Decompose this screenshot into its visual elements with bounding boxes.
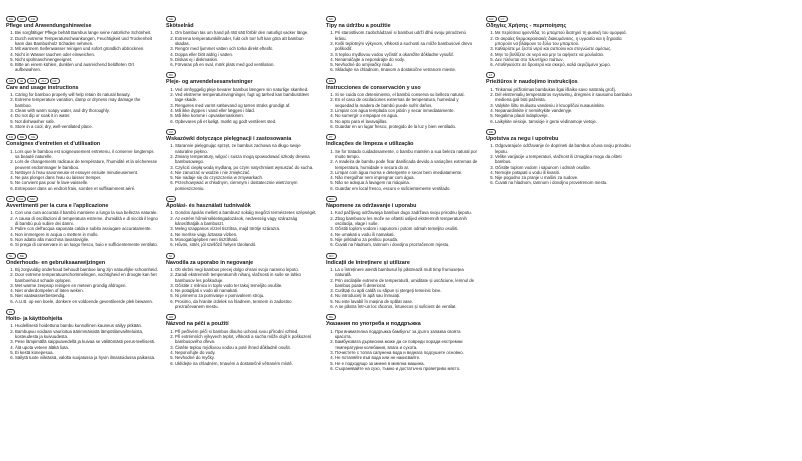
instruction-item: 6. Čuvati na hladnom, tamnom i dovoljno provetrenom mestu.: [495, 180, 638, 185]
instruction-item: 6. Si prega di conservare in un luogo fresco, buio e sufficientemente ventilato.: [15, 242, 158, 247]
instruction-item: 4. Niet onderdompelen of laten weken.: [15, 288, 158, 293]
instruction-item: 5. Not dishwasher safe.: [15, 119, 158, 124]
instruction-item: 2. Kvôli teplotným výkyvom, vlhkosti a suchosti sa môže bambusové drevo poškodiť.: [335, 41, 478, 52]
section-title: Instrucciones de conservación y uso: [326, 84, 421, 91]
country-badges: [166, 72, 318, 78]
instruction-item: 5. Nie nadaje się do czyszczenia w zmywarkach.: [175, 175, 318, 180]
instruction-item: 1. Si se cuida con detenimiento, el bambú conserva su belleza natural.: [335, 92, 478, 97]
section-title: Avvertimenti per la cura e l'applicazione: [6, 203, 109, 210]
instruction-item: 4. No sumergir o empapar en agua.: [335, 113, 478, 118]
instruction-item: 3. Clean with warm soapy water, and dry thoroughly.: [15, 108, 158, 113]
instruction-item: 2. Zaradi ekstremnih temperaturnih nihanj, vlažnosti in suše se lahko bambusov les poškoduje.: [175, 272, 318, 283]
instruction-item: 6. A.U.B. op een koele, donkere en voldoende geventileerde plek bewaren.: [15, 299, 158, 304]
section-title: Pleje- og anvendelsesanvisninger: [166, 79, 253, 86]
instruction-item: 5. Nu este lavabil în mașina de spălat vase.: [335, 299, 478, 304]
instruction-item: 1. Con una cura accurata il bambù mantiene a lungo la sua bellezza naturale.: [15, 210, 158, 215]
instruction-item: 4. Nenamáčajte a neponárajte do vody.: [335, 57, 478, 62]
instruction-section: [326, 134, 478, 191]
country-code-badge: IE: [17, 78, 26, 84]
instruction-list: [6, 92, 158, 129]
country-code-badge: AT: [17, 16, 27, 22]
instruction-item: 4. Non immergere in acqua o mettere in mollo.: [15, 232, 158, 237]
instruction-list: [326, 149, 478, 191]
instruction-item: 1. Με περίσσεια φροντίδα, το μπαμπού διατηρεί τη φυσική του ομορφιά.: [495, 30, 638, 35]
instruction-item: 5. Não se adequa à lavagem na máquina.: [335, 180, 478, 185]
country-badges: [486, 129, 638, 135]
instruction-list: [326, 267, 478, 309]
instruction-item: 6. Hűvös, sötét, jól szellőző helyen tárolandó.: [175, 242, 318, 247]
section-title: Upotstva za negu i upotrebu: [486, 135, 559, 142]
instruction-item: 1. Ved omhyggelig pleje bevarer bambus længere sin naturlige skønhed.: [175, 87, 318, 92]
instruction-item: 6. Prosimo, da hranite izdelek na hladnem, temnem in zadostno prezračevanem mestu.: [175, 299, 318, 310]
instruction-item: 4. Ne merítse vagy áztassa vízben.: [175, 232, 318, 237]
country-badges: [6, 196, 158, 202]
section-title: Názvod na péči a použití: [166, 321, 229, 328]
section-title: Οδηγίες Χρήσης - περιποίησης: [486, 23, 567, 29]
country-badges: [6, 134, 158, 140]
country-badges: [486, 72, 638, 78]
instruction-item: 5. Nije prikladno za perilicu posuđa.: [335, 237, 478, 242]
instruction-item: 6. Αποθηκεύστε σε δροσερό και σκιερό, καλά αεριζόμενο χώρο.: [495, 62, 638, 67]
country-badges: [166, 196, 318, 202]
instruction-item: 2. Při extrémních výkyvech teplot, vlhkosti a sucha může dojít k poškození bambusového dřeva.: [175, 334, 318, 345]
instruction-section: [326, 16, 478, 73]
instruction-section: [6, 78, 158, 129]
instruction-item: 4. Doppa eller blöt aldrig i vatten.: [175, 52, 318, 57]
country-code-badge: SE: [166, 16, 176, 22]
instruction-item: 3. Rengör med ljummet vatten och torka direkt efteråt.: [175, 46, 318, 51]
instruction-list: [6, 30, 158, 72]
instruction-list: [486, 87, 638, 124]
instruction-item: 3. Nettoyer à l'eau savonneuse et essuyer ensuite minutieusement.: [15, 170, 158, 175]
instruction-item: 5. Nije pogodno za pranje u mašini za sudove.: [495, 175, 638, 180]
instruction-item: 2. Zmiany temperatury, wilgoć i susza mogą spowodować szkody drewna bambusowego.: [175, 154, 318, 165]
country-code-badge: DK: [166, 72, 176, 78]
instruction-item: 1. Při pečlivém péči si bambus dlouho uchová svou přírodní vzhled.: [175, 329, 318, 334]
instruction-item: 2. Extrema temperaturskillnader, fukt och torr luft kan göra att bambun skadas.: [175, 36, 318, 47]
instruction-list: [326, 92, 478, 129]
country-badges: [6, 309, 158, 315]
country-code-badge: AU: [38, 78, 48, 84]
country-badges: [326, 134, 478, 140]
country-code-badge: RO: [326, 196, 337, 202]
instruction-item: 5. Ni primerno za pomivanje v pomivalnem stroju.: [175, 293, 318, 298]
instruction-item: 4. Ne pas plonger dans l'eau ou laisser tremper.: [15, 175, 158, 180]
instruction-item: 4. Älä upota veteen äläkä liota.: [15, 345, 158, 350]
instruction-item: 5. Må ikke komme i opvaskemaskinen.: [175, 113, 318, 118]
instruction-item: 6. A se păstra într-un loc răcoros, întunecos și suficient de ventilat.: [335, 304, 478, 309]
section-title: Ápolási- és használati tudnivalók: [166, 203, 251, 210]
country-code-badge: BE: [17, 253, 27, 259]
section-title: Priežiūros ir naudojimo instrukcijos: [486, 79, 578, 86]
instruction-item: 2. A madeira de bambu pode ficar danificada devido a variações extremas de temperatura, humidade e secura do ar.: [335, 159, 478, 170]
instruction-item: 4. Nie zanurzać w wodzie i nie zmiękczać.: [175, 170, 318, 175]
instruction-item: 1. Bij zorgvuldig onderhoud behoudt bamboe lang zijn natuurlijke schoonheid.: [15, 267, 158, 272]
instruction-item: 3. Očistiti toplom vodom i sapunom i potom odmah temeljito osušiti.: [335, 226, 478, 231]
instruction-item: 2. Durch extreme Temperaturschwankungen, Feuchtigkeit und Trockenheit kann das Bambusholz Schaden nehmen.: [15, 36, 158, 47]
country-badges: [326, 16, 478, 22]
section-title: Hoito- ja käyttöohjeita: [6, 316, 63, 323]
country-badges: [166, 16, 318, 22]
country-badges: [6, 78, 158, 84]
instruction-item: 2. Velike varijacije u temperaturi, vlažnost ili izmaglica mogu da ošteti bambus.: [495, 154, 638, 165]
country-code-badge: GB: [6, 78, 16, 84]
section-title: Wskazówki dotyczące pielęgnacji i zastosowania: [166, 135, 292, 142]
instruction-item: 1. Gondos ápolás mellett a bambusz sokáig megőrzi természetes szépségét.: [175, 210, 318, 215]
instruction-section: [6, 134, 158, 191]
instruction-item: 1. Lors que le bambou est soigneusement entretenu, il conserve longtemps sa beauté naturelle.: [15, 149, 158, 160]
country-code-badge: DE: [6, 16, 16, 22]
instruction-item: 6. Guardar en un lugar fresco, protegido de la luz y bien ventilado.: [335, 124, 478, 129]
instruction-item: 4. Må ikke dyppes i vand eller lægges i blød.: [175, 108, 318, 113]
instruction-item: 4. Nepanardinkite ir nemirkykite vandenyje.: [495, 108, 638, 113]
instruction-item: 6. Store in a cool, dry, well-ventilated place.: [15, 124, 158, 129]
instruction-section: [166, 314, 318, 365]
country-badges: [486, 16, 638, 22]
instruction-item: 6. Entreposer dans un endroit frais, sombre et suffisamment aéré.: [15, 186, 158, 191]
country-badges: [166, 314, 318, 320]
country-code-badge: CH: [16, 196, 26, 202]
instruction-item: 6. Guardar em local fresco, escuro e suficientemente ventilado.: [335, 186, 478, 191]
instruction-item: 3. Rengøres med varmt sæbevand og tørres straks grundigt af.: [175, 103, 318, 108]
instruction-item: 6. Opbevares på et køligt, mørkt og godt ventileret sted.: [175, 119, 318, 124]
country-code-badge: CH: [28, 16, 38, 22]
instruction-section: [6, 309, 158, 360]
instruction-item: 1. Huolellisesti hoidettuna bambu kunnollinen kauneus säilyy pitkään.: [15, 323, 158, 328]
instruction-item: 2. Οι ακραίες θερμοκρασιακές διακυμάνσεις, η υγρασία και η ξηρασία μπορούν να βλάψουν το ξύλο του μπαμπού.: [495, 36, 638, 47]
country-badges: [166, 253, 318, 259]
instruction-item: 3. Curățați cu apă caldă cu săpun și ștergeți temeinic bine.: [335, 288, 478, 293]
instruction-item: 2. Az extrém hőmérsékletingadozások, nedvesség vagy szárazság károsíthatják a bambuszt.: [175, 216, 318, 227]
country-badges: [6, 253, 158, 259]
instruction-item: 5. Niet vaatwasserbestendig.: [15, 293, 158, 298]
instruction-item: 5. Diskas ej i diskmaskin.: [175, 57, 318, 62]
section-title: Indicații de întreținere și utilizare: [326, 259, 410, 266]
instruction-item: 5. Negalima plauti indaplovėje.: [495, 113, 638, 118]
instruction-item: 3. Pese lämpimällä saippuavedellä ja kuivaa se välittömästi perus-teellisesti.: [15, 339, 158, 344]
instruction-list: [326, 210, 478, 247]
column-2: [166, 16, 318, 371]
instruction-item: 4. Ne umakati u vodu ili namakati.: [335, 232, 478, 237]
instruction-item: 4. Ne potapljati v vodo ali namakati.: [175, 288, 318, 293]
instruction-item: 4. Μην το βυθίζετε σε νερό και μην το αφήνετε να μουλιάσει.: [495, 52, 638, 57]
instruction-item: 5. Nevhodné do umývačky riadu.: [335, 62, 478, 67]
instruction-list: [6, 210, 158, 247]
instruction-section: [6, 16, 158, 73]
instruction-item: 5. Nicht spülmaschinengeeignet.: [15, 57, 158, 62]
country-code-badge: FR: [6, 134, 16, 140]
section-title: Napomene za održavanje i uporabu: [326, 203, 417, 210]
instruction-section: [166, 196, 318, 247]
section-title: Skötselråd: [166, 23, 194, 29]
country-code-badge: CH: [28, 134, 38, 140]
instruction-item: 5. Mosogatógépben nem tisztítható.: [175, 237, 318, 242]
country-badges: [326, 196, 478, 202]
instruction-section: [326, 78, 478, 129]
instruction-item: 6. Förvaras på en sval, mörk plats med god ventilation.: [175, 62, 318, 67]
instruction-item: 2. A causa di oscillazioni di temperatura estreme, d'umidità e di siccità il legno di bambù può subire dei danni.: [15, 216, 158, 227]
instruction-item: 4. Neponořujte do vody.: [175, 350, 318, 355]
instruction-item: 6. Čuvati na hladnom, tamnom i dovoljno prozračenom mjestu.: [335, 242, 478, 247]
country-code-badge: IT: [6, 196, 15, 202]
instruction-item: 5. Δεν πλένεται στο πλυντήριο πιάτων.: [495, 57, 638, 62]
instruction-list: [166, 267, 318, 309]
instruction-list: [6, 323, 158, 360]
instruction-item: 3. Почистете с топла сапунена вода и веднага подсушете основно.: [335, 350, 478, 355]
country-code-badge: SI: [166, 253, 175, 259]
section-title: Pflege und Anwendungshinweise: [6, 23, 92, 29]
instruction-section: [486, 129, 638, 186]
country-code-badge: BE: [17, 134, 27, 140]
instruction-section: [326, 314, 478, 371]
country-code-badge: RO: [326, 253, 337, 259]
instruction-item: 2. Extreme temperature variation, damp or dryness may damage the bamboo.: [15, 97, 158, 108]
instruction-item: 3. Čistěte teplou mýdlovou vodou a poté ihned důkladně osušit.: [175, 345, 318, 350]
country-code-badge: EE: [486, 129, 496, 135]
instruction-item: 6. Laikykite vėsioje, tamsioje ir gerai vėdinamoje vietoje.: [495, 119, 638, 124]
instruction-item: 3. Očistite z milnico in toplo vodo ter takoj temeljito osušite.: [175, 283, 318, 288]
instruction-item: 4. Não mergulhar nem impregnar com água.: [335, 175, 478, 180]
instruction-item: 1. Pri starostlivom zaobchádzaní si bambus udrží dlhú svoju prirodzenú krásu.: [335, 30, 478, 41]
section-title: Indicações de limpeza e utilização: [326, 141, 414, 148]
instruction-item: 1. La o întreținere atentă bambusul își păstrează mult timp frumusețea naturală.: [335, 267, 478, 278]
section-title: Navodila za uporabo in negovanje: [166, 259, 254, 266]
instruction-section: [166, 72, 318, 123]
country-code-badge: CY: [498, 16, 508, 22]
instruction-item: 1. Starannie pielęgnując sprzęt, ze bambus zachowa na długo swoje naturalne piękno.: [175, 143, 318, 154]
instruction-item: 6. Skladujte na chladnom, tmavom a dostatočne vetranom mieste.: [335, 67, 478, 72]
instruction-item: 1. Odgovarajuće održavanje će doprineti da bambus očuva svoju prirodnu lepotu.: [495, 143, 638, 154]
instruction-item: 2. En el caso de oscilaciones extremas de temperatura, humedad y sequedad la madera de bambú puede sufrir daños.: [335, 97, 478, 108]
instruction-item: 1. Caring for bamboo properly will help retain its natural beauty.: [15, 92, 158, 97]
instruction-list: [166, 210, 318, 247]
instruction-item: 6. Säilytä tuote viileässä, valolta suojatussa ja hyvin ilmastoidussa paikassa.: [15, 355, 158, 360]
instruction-item: 2. Dėl ekstremalių temperatūros svyravimų, drėgmės ir sausumo bambuko mediena gali būti pažeista.: [495, 92, 638, 103]
country-code-badge: CZ: [166, 129, 176, 135]
instruction-item: 2. Prin oscilațiile extreme de temperatură, umiditate și uscăciune, lemnul de bambus poate fi deteriorat.: [335, 278, 478, 289]
instruction-item: 6. Bitte an einem kühlen, dunklen und ausreichend belüfteten Ort aufbewahren.: [15, 62, 158, 73]
instruction-section: [166, 253, 318, 310]
section-title: Care and usage instructions: [6, 84, 79, 91]
instruction-section: [166, 129, 318, 191]
instruction-item: 1. Se for tratado cuidadosamente, o bambu mantém a sua beleza natural por muito tempo.: [335, 149, 478, 160]
country-code-badge: LT: [486, 72, 495, 78]
instruction-item: 3. Met warme zeepsop reinigen en meteen grondig afdrogen.: [15, 283, 158, 288]
instruction-item: 6. Uklídejte na chladném, tmavém a dostatečně větraném místě.: [175, 361, 318, 366]
country-code-badge: BG: [326, 314, 336, 320]
section-title: Tipy na údržbu a použitie: [326, 23, 391, 29]
instruction-item: 2. Bambupuu voidaan vaurioitua äärimmäisistä lämpötilanvaihteluista, kosteudesta ja kuivuudesta.: [15, 329, 158, 340]
instruction-list: [326, 329, 478, 371]
instruction-item: 4. Nicht in Wasser tauchen oder einweichen.: [15, 52, 158, 57]
instruction-item: 2. Door extreme temperatuurschommelingen, vochtigheid en droogte kan het bamboehout schade oplopen.: [15, 272, 158, 283]
column-4: [486, 16, 638, 191]
instruction-item: 3. Mit warmem Seifenwasser reinigen und sofort gründlich abtrocknen.: [15, 46, 158, 51]
instruction-section: [326, 253, 478, 310]
country-code-badge: ES: [326, 78, 336, 84]
instruction-item: 3. Limpiar con agua templada con jabón y secar inmediatamente.: [335, 108, 478, 113]
country-badges: [166, 129, 318, 135]
instruction-item: 2. Ved ekstreme temperatursvingninger, fugt og tørhed kan bambustræet tage skade.: [175, 92, 318, 103]
instruction-list: [6, 149, 158, 191]
instruction-item: 6. Przechowywać w chłodnym, ciemnym i dostatecznie wietrzonym pomieszczeniu.: [175, 180, 318, 191]
section-title: Указания по употреба и поддръжка: [326, 321, 421, 328]
country-badges: [326, 253, 478, 259]
instruction-item: 1. Bei sorgfältiger Pflege behält Bambus lange seine natürliche Schönheit.: [15, 30, 158, 35]
instruction-item: 2. Lors de changements radicaux de température, l'humidité et la sécheresse peuvent endommager le bambou.: [15, 159, 158, 170]
instruction-item: 4. Do not dip or soak it in water.: [15, 113, 158, 118]
country-code-badge: NL: [6, 253, 16, 259]
instruction-item: 1. Om bambun tas om hand på rätt sätt förblir den naturligt vacker länge.: [175, 30, 318, 35]
instruction-list: [486, 30, 638, 67]
instruction-item: 3. Meleg szappanos vízzel tisztítsa, majd törölje szárazra.: [175, 226, 318, 231]
instruction-list: [6, 267, 158, 304]
country-code-badge: GR: [486, 16, 497, 22]
country-code-badge: HU: [166, 196, 176, 202]
instruction-item: 4. Не потапяйте във вода или не накисвайте.: [335, 355, 478, 360]
instruction-item: 6. Съхранявайте на сухо, тъмно и достатъчно проветриво място.: [335, 366, 478, 371]
instruction-section: [486, 72, 638, 123]
instruction-item: 1. Kod pažljivog održavanja bambus dugo zadržava svoju prirodnu ljepotu.: [335, 210, 478, 215]
instruction-item: 5. Non adatto alla macchina lavastoviglie.: [15, 237, 158, 242]
section-title: Consignes d'entretien et d'utilisation: [6, 141, 101, 148]
instruction-list: [166, 30, 318, 67]
instruction-item: 5. Nevhodné do myčky.: [175, 355, 318, 360]
instruction-section: [6, 196, 158, 247]
instruction-item: 3. Limpar com água morna e detergente e secar bem imediatamente.: [335, 170, 478, 175]
instruction-item: 3. Pulire con dell'acqua saponata calda e subito asciugare accuratamente.: [15, 226, 158, 231]
instruction-list: [326, 30, 478, 72]
country-code-badge: SM: [27, 196, 38, 202]
country-code-badge: PT: [326, 134, 336, 140]
instruction-list: [166, 329, 318, 366]
instruction-item: 2. Бамбуковата дървесина може да се повреди поради екстремни температурни колебания, влага и сухота.: [335, 339, 478, 350]
instruction-item: 5. Не е подходящо за миене в миялна машина.: [335, 361, 478, 366]
instruction-item: 3. S teplou mydlovou vodou vyčistiť a okamžite dôkladne vysušiť.: [335, 52, 478, 57]
section-title: Onderhouds- en gebruiksaanwijzingen: [6, 259, 106, 266]
instruction-item: 1. При внимателна поддръжка бамбукът за дълго запазва своята красота.: [335, 329, 478, 340]
instruction-item: 3. Czyścić ciepłą wodą mydlaną, po czym natychmiast wysuszać do sucha.: [175, 165, 318, 170]
instruction-item: 3. Καθαρίστε με ζεστό νερό και σαπούνι και στεγνώστε αμέσως.: [495, 46, 638, 51]
country-badges: [6, 16, 158, 22]
country-code-badge: FI: [6, 309, 15, 315]
country-code-badge: SK: [326, 16, 336, 22]
instruction-list: [166, 143, 318, 191]
instruction-item: 5. No apto para el lavavajillas.: [335, 119, 478, 124]
instruction-item: 1. Tinkamai prižiūrimas bambukas ilgai išlaiko savo natūralų grožį.: [495, 87, 638, 92]
country-badges: [326, 78, 478, 84]
instruction-section: [326, 196, 478, 247]
instruction-section: [166, 16, 318, 67]
instruction-list: [486, 143, 638, 185]
country-code-badge: NZ: [50, 78, 60, 84]
instruction-item: 1. Ob skrbni negi bambus precej dolgo ohrani svojo naravno lepoto.: [175, 267, 318, 272]
instruction-item: 5. Ei kestä konepesua.: [15, 350, 158, 355]
instruction-item: 3. Očistite toplom vodom i sapunom i odmah osušite.: [495, 165, 638, 170]
instruction-item: 5. Ne convient pas pour le lave-vaisselle.: [15, 180, 158, 185]
instruction-item: 4. Nu introduceți în apă sau înmuiați.: [335, 293, 478, 298]
instruction-item: 3. Valykite šiltu muiluotu vandeniu ir kruopščiai nusausinkite.: [495, 103, 638, 108]
country-code-badge: CA: [27, 78, 37, 84]
instruction-list: [166, 87, 318, 124]
column-1: [6, 16, 158, 366]
country-code-badge: HR: [166, 314, 176, 320]
column-3: [326, 16, 478, 376]
instruction-item: 4. Nemojte potapati u vodu ili kvasiti.: [495, 170, 638, 175]
instruction-section: [6, 253, 158, 304]
instruction-section: [486, 16, 638, 67]
instruction-item: 2. Zbog bambusov les može se oštetiti uslijed ekstremnih temperaturnih oscilacija, vlage i suše.: [335, 216, 478, 227]
country-badges: [326, 314, 478, 320]
